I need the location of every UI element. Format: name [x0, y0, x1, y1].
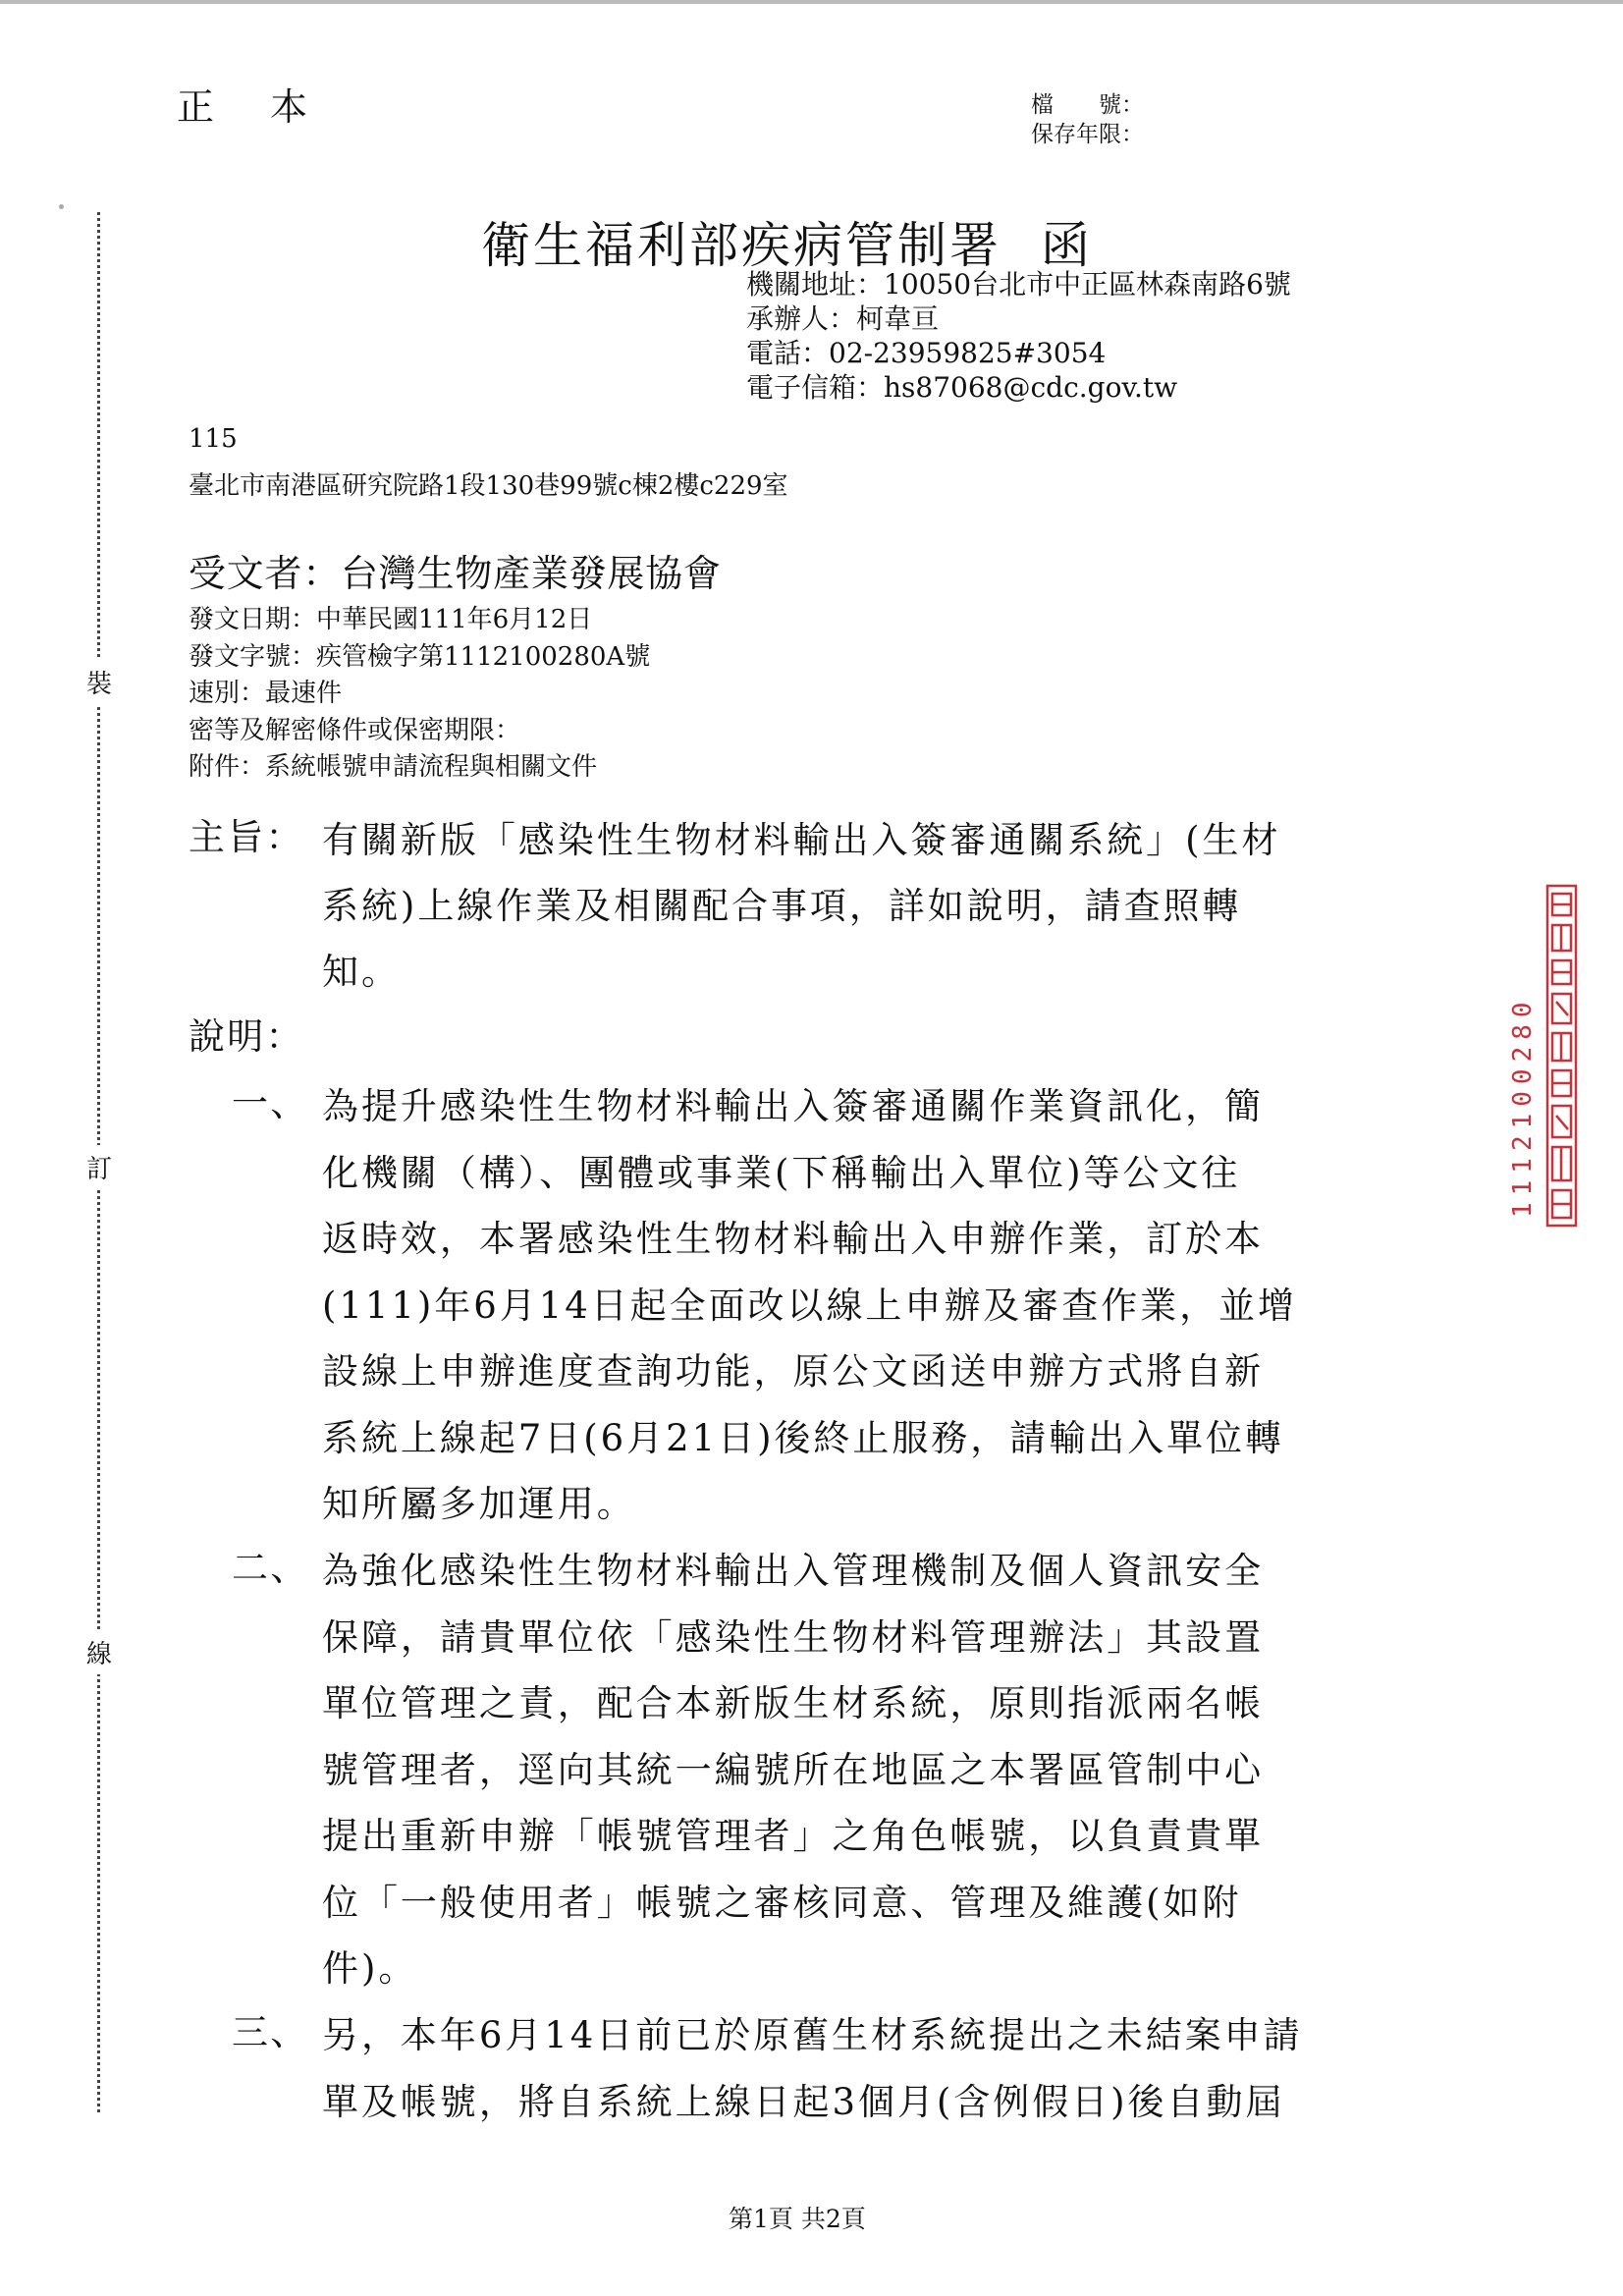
item-line: 為強化感染性生物材料輸出入管理機制及個人資訊安全: [322, 1550, 1265, 1592]
binding-char-zhuang: 裝: [86, 660, 112, 704]
item-line: 為提升感染性生物材料輸出入簽審通關作業資訊化，簡: [322, 1085, 1265, 1127]
explanation-item: [322, 1538, 1432, 2002]
agency-info: [746, 267, 1291, 405]
item-line: 提出重新申辦「帳號管理者」之角色帳號，以負責貴單: [322, 1815, 1265, 1857]
subject-line: 有關新版「感染性生物材料輸出入簽審通關系統」(生材: [322, 819, 1281, 861]
item-number: 一、: [232, 1082, 309, 1124]
issue-date: 發文日期：中華民國111年6月12日: [189, 605, 593, 634]
subject-label: 主旨：: [189, 816, 304, 858]
agency-address: 機關地址：10050台北市中正區林森南路6號: [746, 268, 1291, 301]
file-number-label: 檔 號：: [1031, 92, 1144, 118]
title-agency: 衛生福利部疾病管制署: [481, 217, 1001, 274]
scan-speck: [59, 204, 64, 209]
explanation-item: [322, 1073, 1432, 1538]
scan-top-edge: [0, 0, 1623, 4]
postal-code: 115: [189, 424, 238, 454]
stamp-seal-glyphs: [1552, 894, 1571, 1218]
item-line: 返時效，本署感染性生物材料輸出入申辦作業，訂於本: [322, 1218, 1265, 1260]
priority: 速別：最速件: [189, 679, 343, 708]
title-doc-type: 函: [1041, 217, 1093, 274]
agency-contact: 承辦人：柯韋亘: [746, 302, 940, 335]
item-line: 另，本年6月14日前已於原舊生材系統提出之未結案申請: [322, 2014, 1303, 2056]
item-line: 化機關（構）、團體或事業(下稱輸出入單位)等公文往: [322, 1151, 1241, 1194]
recipient-address: 臺北市南港區研究院路1段130巷99號c棟2樓c229室: [189, 471, 788, 501]
item-line: 單及帳號，將自系統上線日起3個月(含例假日)後自動屆: [322, 2080, 1285, 2123]
attachment: 附件：系統帳號申請流程與相關文件: [189, 752, 598, 782]
item-line: 件)。: [322, 1947, 418, 1990]
agency-email: 電子信箱：hs87068@cdc.gov.tw: [746, 371, 1178, 404]
binding-char-xian: 線: [86, 1630, 112, 1674]
item-line: (111)年6月14日起全面改以線上申辦及審查作業，並增: [322, 1284, 1297, 1327]
binding-char-ding: 訂: [86, 1145, 112, 1189]
subject-line: 知。: [322, 951, 401, 993]
receipt-stamp: [1508, 884, 1578, 1228]
item-line: 位「一般使用者」帳號之審核同意、管理及維護(如附: [322, 1881, 1242, 1924]
classification: 密等及解密條件或保密期限：: [189, 715, 521, 745]
item-line: 系統上線起7日(6月21日)後終止服務，請輸出入單位轉: [322, 1416, 1284, 1459]
explanation-label: 說明：: [189, 1015, 304, 1058]
agency-phone: 電話：02-23959825#3054: [746, 337, 1107, 369]
recipient: 受文者：台灣生物產業發展協會: [189, 552, 722, 595]
item-line: 知所屬多加運用。: [322, 1483, 636, 1525]
subject-line: 系統)上線作業及相關配合事項，詳如說明，請查照轉: [322, 885, 1242, 927]
item-number: 二、: [232, 1547, 309, 1589]
explanation-item: [322, 2002, 1432, 2135]
subject-body: [322, 807, 1432, 1005]
item-line: 單位管理之責，配合本新版生材系統，原則指派兩名帳: [322, 1682, 1265, 1724]
page-footer: 第1頁 共2頁: [729, 2205, 866, 2233]
item-line: 保障，請貴單位依「感染性生物材料管理辦法」其設置: [322, 1615, 1265, 1659]
stamp-number: 1112100280: [1508, 995, 1538, 1218]
document-meta: [189, 602, 650, 787]
retention-label: 保存年限：: [1031, 122, 1144, 147]
item-line: 號管理者，逕向其統一編號所在地區之本署區管制中心: [322, 1748, 1265, 1791]
item-line: 設線上申辦進度查詢功能，原公文函送申辦方式將自新: [322, 1350, 1265, 1393]
copy-label: 正 本: [177, 85, 317, 129]
file-meta: [1031, 90, 1144, 149]
item-number: 三、: [232, 2011, 309, 2053]
doc-number: 發文字號：疾管檢字第1112100280A號: [189, 641, 651, 672]
